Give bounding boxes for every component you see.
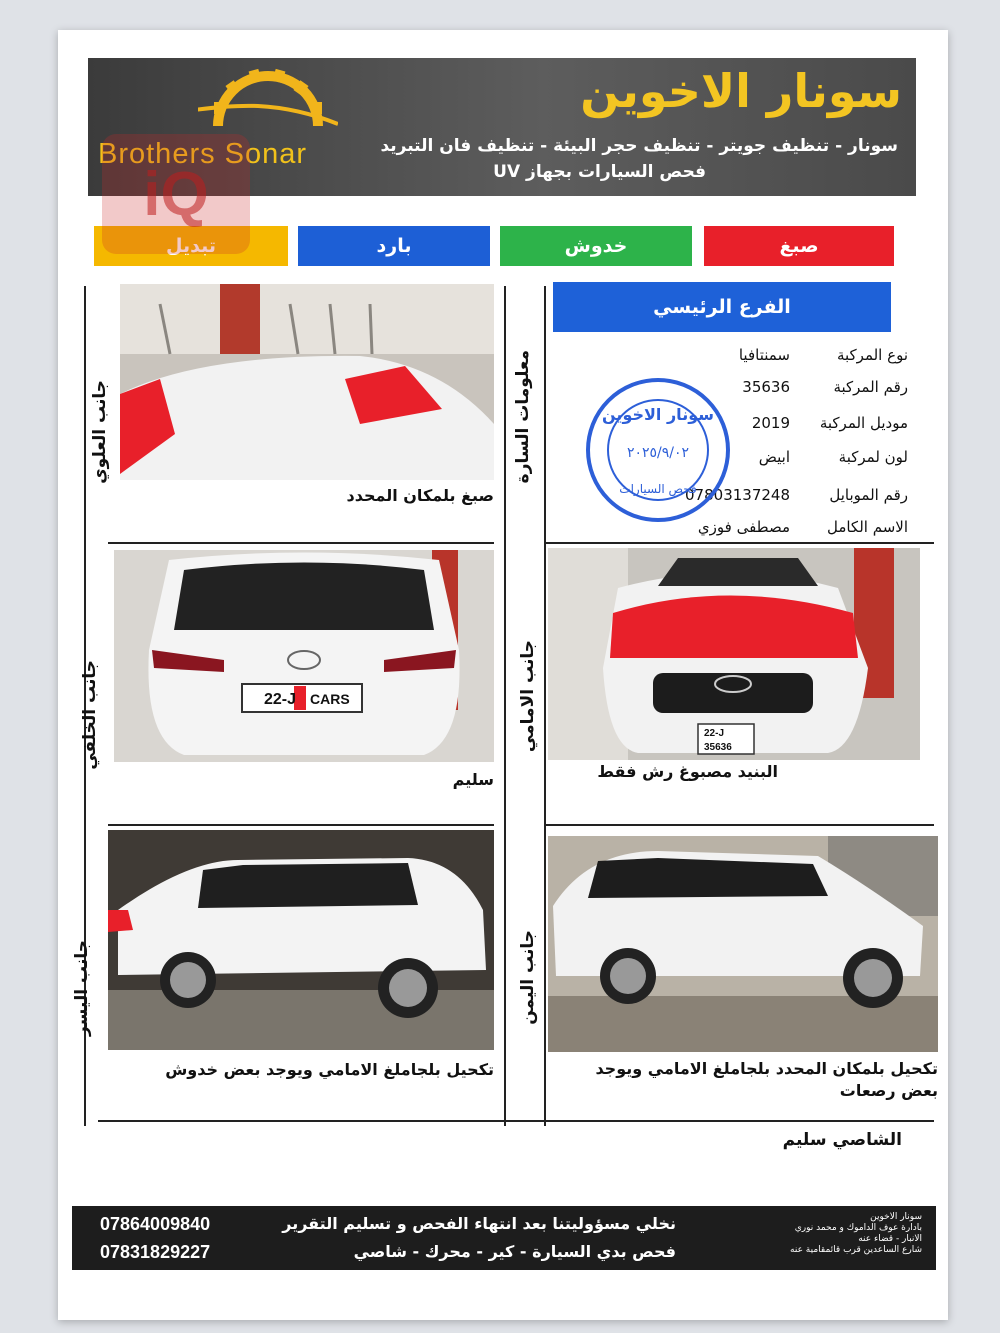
photo-right-side-view — [548, 836, 938, 1052]
side-label-left: جانب اليسر — [72, 940, 92, 1036]
legend-cold — [298, 226, 490, 266]
caption-top: صبغ بلمكان المحدد — [346, 486, 494, 505]
footer-address — [790, 1212, 922, 1256]
info-label: رقم الموبايل — [829, 486, 908, 504]
uv-inspection-text: فحص السيارات بجهاز UV — [493, 162, 706, 182]
front-plate-top: 22-J — [704, 728, 725, 739]
grid-line-bottom — [98, 1120, 934, 1122]
side-label-front: جانب الامامي — [518, 640, 538, 753]
phone-number-2: 07831829227 — [100, 1242, 211, 1262]
photo-back-view — [114, 550, 494, 762]
footer-disclaimer: نخلي مسؤوليتنا بعد انتهاء الفحص و تسليم التقرير — [282, 1214, 676, 1233]
gear-car-logo-icon — [198, 64, 338, 134]
grid-line-middle — [504, 286, 506, 1126]
inspection-report-sheet — [58, 30, 948, 1320]
grid-line-row2-left — [108, 824, 494, 826]
info-label: نوع المركبة — [836, 346, 908, 364]
photo-left-side-view — [108, 830, 494, 1050]
info-value: 2019 — [751, 414, 790, 432]
side-label-info: معلومات السارة — [513, 350, 533, 484]
grid-line-row1-left — [108, 542, 494, 544]
info-label: رقم المركبة — [833, 378, 908, 396]
info-value: 35636 — [742, 378, 790, 396]
footer-checks: فحص بدي السيارة - كير - محرك - شاصي — [353, 1242, 676, 1261]
footer-bar — [72, 1206, 936, 1270]
caption-front: البنيد مصبوغ رش فقط — [597, 762, 778, 781]
company-stamp-icon — [583, 375, 733, 525]
legend-cold-label: بارد — [376, 235, 412, 257]
info-label: لون لمركبة — [838, 448, 908, 466]
front-plate-bottom: 35636 — [704, 742, 732, 753]
stamp-date: ٢٠٢٥/٩/٠٢ — [626, 445, 690, 461]
back-plate-overlay: CARS — [310, 691, 350, 707]
services-list: سونار - تنظيف جويتر - تنظيف حجر البيئة - تنظيف فان التبريد — [380, 136, 898, 156]
photo-front-view — [548, 548, 920, 760]
phone-number-1: 07864009840 — [100, 1214, 211, 1234]
side-label-right: جانب اليمن — [518, 930, 538, 1025]
grid-line-row2-right — [544, 824, 934, 826]
side-label-top: جانب العلوي — [90, 380, 110, 484]
legend-replace-label: تبديل — [166, 235, 216, 257]
brand-name-arabic: سونار الاخوين — [580, 64, 902, 118]
iq-watermark-logo: iQ — [102, 134, 250, 254]
grid-line-middle-2 — [544, 286, 546, 1126]
branch-title: الفرع الرئيسي — [553, 282, 891, 332]
footer-address-line: سونار الاخوين — [870, 1212, 922, 1222]
photo-top-view — [120, 284, 494, 480]
info-value: ابيض — [758, 448, 790, 466]
info-label: الاسم الكامل — [826, 518, 908, 536]
caption-left: تكحيل بلجاملغ الامامي ويوجد بعض خدوش — [165, 1060, 494, 1079]
caption-back: سليم — [452, 770, 494, 789]
legend-paint-label: صبغ — [779, 235, 819, 257]
legend-paint — [704, 226, 894, 266]
info-label: موديل المركبة — [819, 414, 908, 432]
info-value: مصطفى فوزي — [697, 518, 790, 536]
legend-scratches-label: خدوش — [564, 235, 628, 257]
footer-address-line: الانبار - قضاء عنه — [858, 1234, 922, 1244]
caption-right: تكحيل بلمكان المحدد بلجاملغ الامامي ويوجد بعض رصعات — [595, 1059, 938, 1100]
info-row-type — [578, 346, 908, 376]
back-plate-text: 22-J — [264, 691, 297, 708]
stamp-subtext: فحص السيارات — [619, 482, 697, 496]
info-value: سمنتافيا — [738, 346, 790, 364]
info-value: 07803137248 — [685, 486, 790, 504]
brand-name-english: Brothers Sonar — [98, 138, 308, 170]
footer-address-line: بادارة عوف الداموك و محمد نوري — [794, 1223, 922, 1233]
side-label-back: جانب الخلفي — [80, 660, 100, 770]
stamp-text: سونار الاخوين — [602, 405, 714, 424]
caption-chassis: الشاصي سليم — [782, 1130, 902, 1150]
footer-address-line: شارع الساعدين قرب قائمقامية عنه — [790, 1245, 922, 1255]
legend-scratches — [500, 226, 692, 266]
